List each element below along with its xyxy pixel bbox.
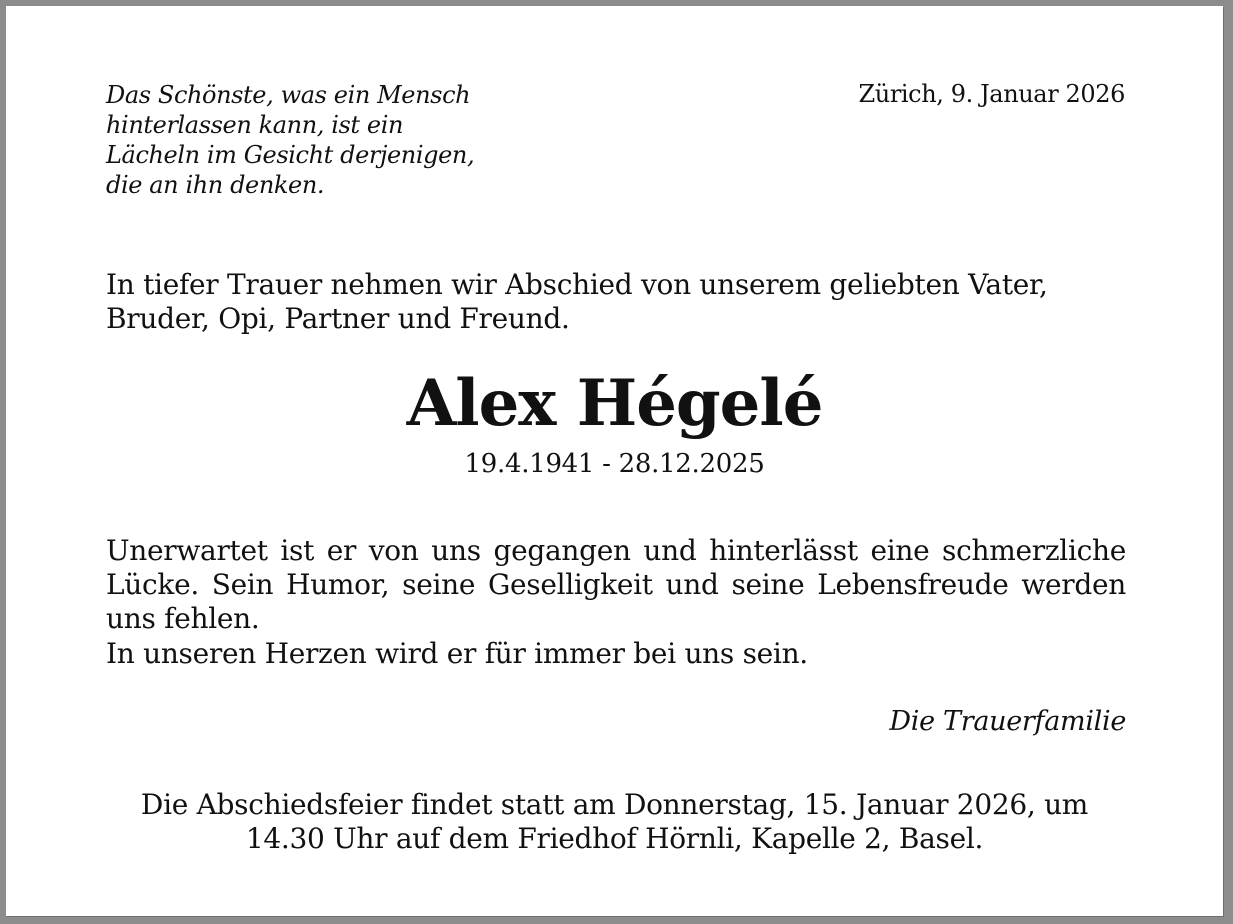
life-dates: 19.4.1941 - 28.12.2025 xyxy=(464,449,765,479)
obituary-page xyxy=(6,6,1223,916)
ceremony-line: 14.30 Uhr auf dem Friedhof Hörnli, Kapelle 2, Basel. xyxy=(245,822,984,855)
quote-line: Das Schönste, was ein Mensch xyxy=(106,81,471,109)
place-and-date: Zürich, 9. Januar 2026 xyxy=(858,80,1125,108)
memorial-quote xyxy=(106,80,526,200)
quote-line: Lächeln im Gesicht derjenigen, xyxy=(106,141,475,169)
condolence-message: Unerwartet ist er von uns gegangen und hinterlässt eine schmerzliche Lücke. Sein Humor, seine Geselligkeit und seine Lebensfreude werden uns fehlen. xyxy=(106,534,1126,635)
quote-line: die an ihn denken. xyxy=(106,171,325,199)
deceased-name: Alex Hégelé xyxy=(406,366,823,441)
ceremony-line: Die Abschiedsfeier findet statt am Donnerstag, 15. Januar 2026, um xyxy=(140,788,1089,821)
quote-line: hinterlassen kann, ist ein xyxy=(106,111,404,139)
intro-text: In tiefer Trauer nehmen wir Abschied von unserem geliebten Vater, Bruder, Opi, Partner und Freund. xyxy=(106,268,1048,335)
closing-line: In unseren Herzen wird er für immer bei uns sein. xyxy=(106,637,808,670)
ceremony-notice xyxy=(66,788,1163,856)
family-signature: Die Trauerfamilie xyxy=(889,706,1126,737)
